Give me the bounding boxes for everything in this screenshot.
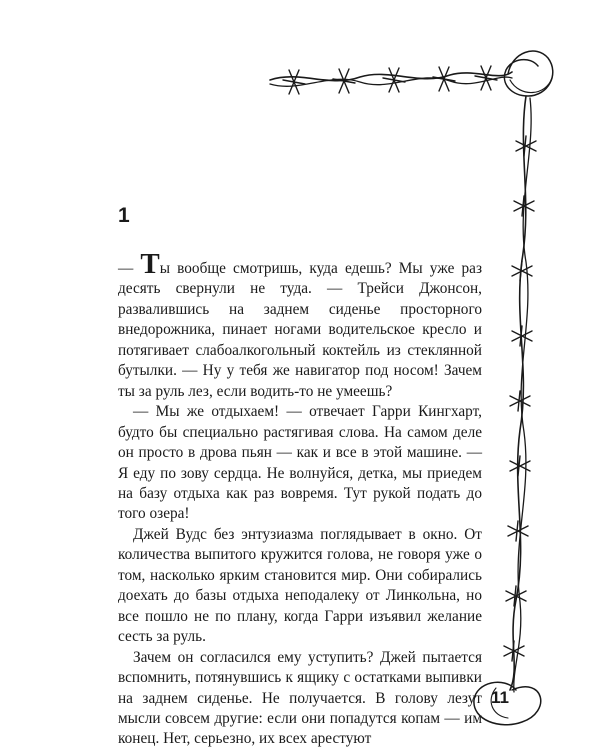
paragraph: Джей Вудс без энтузиазма поглядывает в окно. От количества выпитого кружится голова, не говоря уже о том, насколько ярким становится мир. Они собирались доехать до базы отдыха неподалеку от Линкольна, но все пошло не по плану, когда Гарри изъявил желание сесть за руль. xyxy=(118,525,482,646)
paragraph: — Мы же отдыхаем! — отвечает Гарри Кингхарт, будто бы специально растягивая слова. На самом деле он просто в дрова пьян — как и все в этой машине. — Я еду по зову сердца. Не волнуйся, детка, мы приедем на базу отдыха как раз вовремя. Тут рукой подать до того озера! xyxy=(118,403,482,523)
paragraph xyxy=(118,248,482,402)
page-number: 11 xyxy=(491,688,509,707)
paragraph-text: ы вообще смотришь, куда едешь? Мы уже раз десять свернули не туда. — Трейси Джонсон, развалившись на заднем сиденье просторного внедорожника, пинает ногами водительское кресло и потягивает слабоалкогольный коктейль из стеклянной бутылки. — Ну у тебя же навигатор под носом! Зачем ты за руль лез, если водить-то не умеешь? xyxy=(118,260,482,400)
chapter-number: 1 xyxy=(118,204,130,227)
page-number-badge xyxy=(473,681,527,715)
paragraph: Зачем он согласился ему уступить? Джей пытается вспомнить, потянувшись к ящику с остатками выпивки на заднем сиденье. Не получается. В голову лезут мысли совсем другие: если они попадутся копам — им конец. Нет, серьезно, их всех арестуют xyxy=(118,648,482,748)
drop-cap: Т xyxy=(140,248,160,280)
paragraph-prefix: — xyxy=(118,260,141,277)
body-text xyxy=(118,248,482,750)
